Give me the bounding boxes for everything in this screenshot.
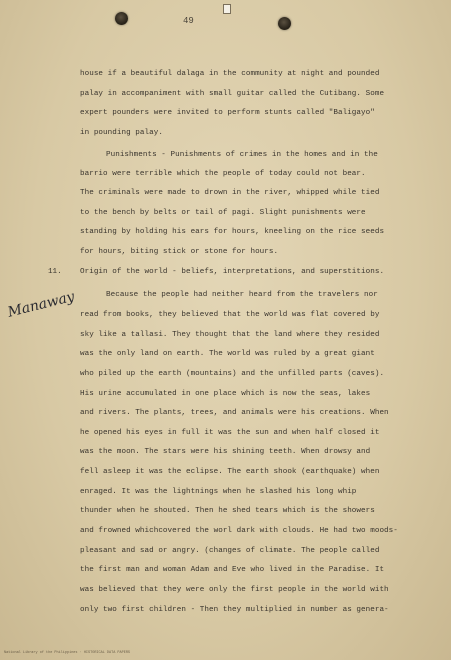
text-line: in pounding palay. (80, 129, 163, 137)
text-line: barrio were terrible which the people of today could not bear. (80, 170, 366, 178)
text-line: for hours, biting stick or stone for hours. (80, 248, 279, 256)
top-marker-tab (223, 4, 231, 14)
text-line: sky like a tallasi. They thought that the land where they resided (80, 331, 380, 339)
text-line: who piled up the earth (mountains) and the unfilled parts (caves). (80, 370, 385, 378)
text-line: was the moon. The stars were his shining teeth. When drowsy and (80, 448, 371, 456)
binder-hole-right (278, 17, 291, 30)
text-line: was believed that they were only the first people in the world with (80, 586, 389, 594)
text-line: expert pounders were invited to perform stunts called "Baligayo" (80, 109, 375, 117)
page-number: 49 (183, 16, 194, 26)
text-line: pleasant and sad or angry. (changes of climate. The people called (80, 547, 380, 555)
binder-hole-left (115, 12, 128, 25)
archive-footer: National Library of the Philippines · HISTORICAL DATA PAPERS (4, 651, 131, 655)
section-number: 11. (48, 268, 62, 276)
text-line: The criminals were made to drown in the river, whipped while tied (80, 189, 380, 197)
text-line: thunder when he shouted. Then he shed tears which is the showers (80, 507, 375, 515)
text-line: house if a beautiful dalaga in the community at night and pounded (80, 70, 380, 78)
text-line: read from books, they believed that the world was flat covered by (80, 311, 380, 319)
text-line: Punishments - Punishments of crimes in the homes and in the (106, 151, 378, 159)
text-line: fell asleep it was the eclipse. The earth shook (earthquake) when (80, 468, 380, 476)
text-line: and rivers. The plants, trees, and animals were his creations. When (80, 409, 389, 417)
text-line: Because the people had neither heard from the travelers nor (106, 291, 378, 299)
text-line: standing by holding his ears for hours, kneeling on the rice seeds (80, 228, 385, 236)
text-line: enraged. It was the lightnings when he slashed his long whip (80, 488, 357, 496)
text-line: His urine accumulated in one place which is now the seas, lakes (80, 390, 371, 398)
text-line: was the only land on earth. The world was ruled by a great giant (80, 350, 375, 358)
handwritten-margin-note: Manaway (6, 288, 77, 321)
text-line: he opened his eyes in full it was the sun and when half closed it (80, 429, 380, 437)
text-line: palay in accompaniment with small guitar called the Cutibang. Some (80, 90, 385, 98)
text-line: only two first children - Then they multiplied in number as genera- (80, 606, 389, 614)
text-line: and frowned whichcovered the worl dark with clouds. He had two moods- (80, 527, 398, 535)
text-line: to the bench by belts or tail of pagi. Slight punishments were (80, 209, 366, 217)
text-line: the first man and woman Adam and Eve who lived in the Paradise. It (80, 566, 385, 574)
section-heading: Origin of the world - beliefs, interpretations, and superstitions. (80, 268, 385, 276)
